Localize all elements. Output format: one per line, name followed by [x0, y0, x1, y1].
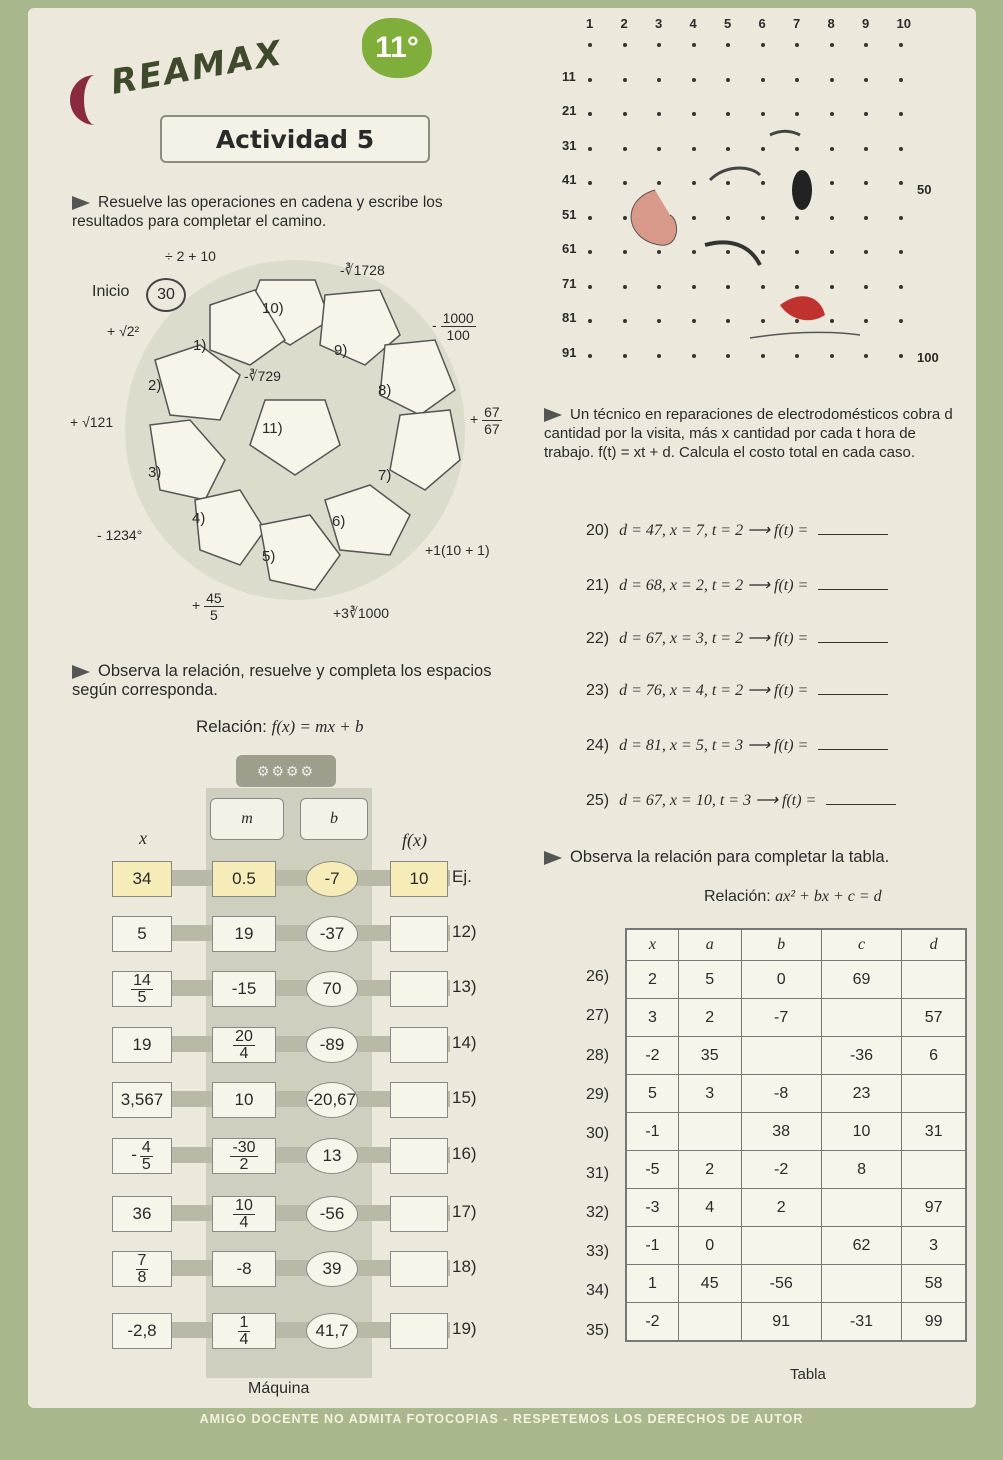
- table-cell: -2: [626, 1303, 678, 1342]
- grid-dot: [657, 112, 661, 116]
- grid-top-number: 1: [586, 16, 594, 31]
- table-row-label: 32): [586, 1203, 610, 1221]
- op-sqrt2sq: + √2²: [107, 323, 140, 339]
- grid-dot: [795, 43, 799, 47]
- reamax-logo: [70, 30, 300, 120]
- op-plus3cuberoot1000: +3∛1000: [333, 605, 390, 621]
- grid-dot: [864, 354, 868, 358]
- cost-problem: [586, 790, 896, 810]
- table-cell: 2: [678, 1151, 741, 1189]
- row-label: 15): [452, 1088, 477, 1107]
- grid-dot: [588, 319, 592, 323]
- grid-dot: [726, 354, 730, 358]
- pentagon-label-2: 2): [148, 377, 162, 394]
- grid-dot: [657, 354, 661, 358]
- table-cell: -36: [821, 1037, 901, 1075]
- cost-problem: [586, 680, 888, 700]
- x-header: x: [139, 828, 147, 848]
- table-answer-cell[interactable]: [902, 961, 966, 999]
- grid-top-number: 5: [724, 16, 732, 31]
- table-row-label: 31): [586, 1164, 610, 1182]
- cost-problem: [586, 520, 888, 540]
- activity-title: Actividad 5: [160, 115, 430, 163]
- table-cell: -31: [821, 1303, 901, 1342]
- row-label: 13): [452, 977, 477, 996]
- table-relation: Relación: ax² + bx + c = d: [704, 888, 882, 905]
- table-header: a: [678, 929, 741, 961]
- grid-dot: [726, 112, 730, 116]
- bullet-arrow-icon: [72, 665, 90, 679]
- op-cuberoot729: -∛729: [244, 368, 281, 384]
- grid-dot: [761, 43, 765, 47]
- grid-dot: [692, 112, 696, 116]
- table-cell: 23: [821, 1075, 901, 1113]
- b-cell: -7: [306, 861, 358, 897]
- table-row-label: 35): [586, 1321, 610, 1339]
- fraction: $\frac{14}{5}$: [133, 971, 151, 1006]
- table-row-label: 26): [586, 968, 610, 985]
- fx-answer-box[interactable]: [390, 1251, 448, 1287]
- pentagon-label-8: 8): [378, 382, 392, 399]
- grid-label-100: 100: [917, 350, 939, 365]
- problem-label: 21): [586, 577, 610, 594]
- table-answer-cell[interactable]: [741, 1037, 821, 1075]
- problem-label: 25): [586, 792, 610, 809]
- bullet-arrow-icon: [72, 196, 90, 210]
- problem-label: 20): [586, 522, 610, 539]
- grid-dot: [692, 43, 696, 47]
- table-answer-cell[interactable]: [821, 999, 901, 1037]
- m-cell: 19: [212, 916, 276, 952]
- grid-top-number: 2: [620, 16, 628, 31]
- table-row-label: 29): [586, 1085, 610, 1103]
- table-cell: -7: [741, 999, 821, 1037]
- b-header-box: b: [300, 798, 368, 840]
- grid-left-number: 51: [562, 206, 577, 222]
- fraction: $\frac{1}{4}$: [239, 1313, 249, 1348]
- table-answer-cell[interactable]: [821, 1189, 901, 1227]
- pentagon-label-6: 6): [332, 513, 346, 530]
- op-minus1234: - 1234°: [97, 527, 143, 543]
- grid-top-number: 10: [896, 16, 911, 31]
- cost-instruction: Un técnico en reparaciones de electrodomésticos cobra d cantidad por la visita, más x cantidad por cada t hora de trabajo. f(t) = xt + d. Calcula el costo total en cada caso.: [544, 406, 953, 461]
- grid-dot: [588, 250, 592, 254]
- pentagon-instruction: Resuelve las operaciones en cadena y escribe los resultados para completar el camino.: [72, 194, 443, 230]
- grid-top-number: 9: [862, 16, 870, 31]
- grid-dot: [623, 112, 627, 116]
- table-cell: -2: [626, 1037, 678, 1075]
- fx-answer-box[interactable]: [390, 1138, 448, 1174]
- table-cell: 58: [902, 1265, 966, 1303]
- problem-label: 24): [586, 737, 610, 754]
- b-cell: -37: [306, 916, 358, 952]
- table-cell: 0: [741, 961, 821, 999]
- grid-dot: [830, 112, 834, 116]
- grid-left-number: 71: [562, 275, 577, 291]
- table-cell: 69: [821, 961, 901, 999]
- grid-left-number: 21: [562, 103, 577, 118]
- table-cell: 62: [821, 1227, 901, 1265]
- op-cuberoot1728: -∛1728: [340, 262, 385, 278]
- table-cell: -1: [626, 1227, 678, 1265]
- fx-answer-box[interactable]: [390, 971, 448, 1007]
- grid-dot: [588, 43, 592, 47]
- fx-answer-box[interactable]: [390, 1313, 448, 1349]
- pentagon-label-10: 10): [262, 300, 284, 317]
- fx-answer-box[interactable]: [390, 916, 448, 952]
- x-cell: 3,567: [112, 1082, 172, 1118]
- pentagon-label-9: 9): [334, 342, 348, 359]
- b-cell: 41,7: [306, 1313, 358, 1349]
- table-row: [626, 961, 966, 999]
- op-plus-sqrt121: + √121: [70, 414, 114, 430]
- grid-left-number: 81: [562, 310, 577, 325]
- row-label: 18): [452, 1257, 477, 1276]
- m-cell: [212, 1027, 276, 1063]
- grid-dot: [588, 112, 592, 116]
- table-header: b: [741, 929, 821, 961]
- table-cell: 6: [902, 1037, 966, 1075]
- b-cell: 13: [306, 1138, 358, 1174]
- table-cell: 3: [678, 1075, 741, 1113]
- problem-text: d = 47, x = 7, t = 2 ⟶ f(t) =: [619, 522, 809, 539]
- pentagon-label-3: 3): [148, 464, 162, 481]
- x-cell: 36: [112, 1196, 172, 1232]
- table-answer-cell[interactable]: [678, 1113, 741, 1151]
- table-cell: 8: [821, 1151, 901, 1189]
- table-row: [626, 1151, 966, 1189]
- table-cell: -1: [626, 1113, 678, 1151]
- table-header: d: [902, 929, 966, 961]
- table-cell: 45: [678, 1265, 741, 1303]
- grid-dot: [864, 112, 868, 116]
- b-cell: -89: [306, 1027, 358, 1063]
- grid-dot: [899, 78, 903, 82]
- grid-dot: [588, 78, 592, 82]
- problem-text: d = 67, x = 10, t = 3 ⟶ f(t) =: [619, 792, 817, 809]
- row-label: 19): [452, 1319, 477, 1338]
- grid-dot: [761, 112, 765, 116]
- fx-answer-box[interactable]: [390, 1196, 448, 1232]
- table-cell: 57: [902, 999, 966, 1037]
- table-cell: 2: [741, 1189, 821, 1227]
- table-row-label: 28): [586, 1046, 610, 1064]
- grid-top-number: 3: [655, 16, 663, 31]
- x-cell: 34: [112, 861, 172, 897]
- problem-text: d = 67, x = 3, t = 2 ⟶ f(t) =: [619, 630, 809, 647]
- answer-blank[interactable]: [818, 642, 888, 643]
- table-cell: 0: [678, 1227, 741, 1265]
- bullet-arrow-icon: [544, 851, 562, 865]
- grid-dot: [726, 78, 730, 82]
- grid-dot: [588, 285, 592, 289]
- gears-icon: ⚙⚙⚙⚙: [236, 755, 336, 787]
- grid-dot: [830, 78, 834, 82]
- cost-problem: [586, 628, 888, 648]
- grid-dot: [726, 43, 730, 47]
- table-header: c: [821, 929, 901, 961]
- table-row: [626, 1113, 966, 1151]
- op-frac45: + $\frac{45}{5}$: [192, 590, 222, 623]
- grade-badge: 11°: [362, 18, 432, 78]
- m-cell: [212, 1313, 276, 1349]
- grid-top-number: 8: [827, 16, 835, 31]
- x-cell: 19: [112, 1027, 172, 1063]
- problem-label: 23): [586, 682, 610, 699]
- table-row: [626, 1227, 966, 1265]
- x-cell: 5: [112, 916, 172, 952]
- table-cell: 38: [741, 1113, 821, 1151]
- table-cell: 97: [902, 1189, 966, 1227]
- machine-relation: Relación: f(x) = mx + b: [196, 717, 364, 736]
- quadratic-table: [625, 928, 967, 1342]
- fraction: $\frac{-30}{2}$: [232, 1138, 256, 1173]
- problem-text: d = 76, x = 4, t = 2 ⟶ f(t) =: [619, 682, 809, 699]
- answer-blank[interactable]: [826, 804, 896, 805]
- grid-left-number: 31: [562, 137, 577, 153]
- grid-dot: [588, 216, 592, 220]
- grid-dot: [864, 78, 868, 82]
- pentagon-label-1: 1): [193, 337, 207, 354]
- m-cell: -15: [212, 971, 276, 1007]
- fx-header: f(x): [402, 830, 427, 850]
- b-cell: -20,67: [306, 1082, 358, 1118]
- table-cell: -5: [626, 1151, 678, 1189]
- grid-dot: [795, 354, 799, 358]
- b-cell: 39: [306, 1251, 358, 1287]
- grid-label-50: 50: [917, 182, 932, 197]
- answer-blank[interactable]: [818, 589, 888, 590]
- table-row: [626, 1189, 966, 1227]
- table-cell: 2: [678, 999, 741, 1037]
- grid-dot: [830, 354, 834, 358]
- table-answer-cell[interactable]: [902, 1151, 966, 1189]
- logo-text: REAMAX: [107, 33, 287, 103]
- grid-top-number: 4: [689, 16, 697, 31]
- b-cell: 70: [306, 971, 358, 1007]
- table-cell: 91: [741, 1303, 821, 1342]
- table-cell: -3: [626, 1189, 678, 1227]
- table-row-label: 30): [586, 1125, 610, 1143]
- answer-blank[interactable]: [818, 749, 888, 750]
- op-frac1000: - $\frac{1000}{100}$: [432, 310, 474, 343]
- row-label: 14): [452, 1033, 477, 1052]
- table-cell: 1: [626, 1265, 678, 1303]
- problem-text: d = 68, x = 2, t = 2 ⟶ f(t) =: [619, 577, 809, 594]
- x-cell: -2,8: [112, 1313, 172, 1349]
- table-answer-cell[interactable]: [678, 1303, 741, 1342]
- table-cell: -2: [741, 1151, 821, 1189]
- bullet-arrow-icon: [544, 408, 562, 422]
- row-label: 17): [452, 1202, 477, 1221]
- m-cell: [212, 1196, 276, 1232]
- table-cell: 3: [902, 1227, 966, 1265]
- m-header-box: m: [210, 798, 284, 840]
- grid-dot: [761, 354, 765, 358]
- inicio-label: Inicio: [92, 283, 130, 300]
- x-cell: [112, 971, 172, 1007]
- table-cell: 2: [626, 961, 678, 999]
- b-cell: -56: [306, 1196, 358, 1232]
- grid-dot: [692, 354, 696, 358]
- table-instruction: Observa la relación para completar la tabla.: [544, 848, 889, 867]
- pentagon-label-5: 5): [262, 548, 276, 565]
- grid-dot: [657, 78, 661, 82]
- table-row: [626, 1075, 966, 1113]
- x-cell: [112, 1251, 172, 1287]
- table-cell: 10: [821, 1113, 901, 1151]
- table-header: x: [626, 929, 678, 961]
- table-cell: 31: [902, 1113, 966, 1151]
- grid-dot: [588, 181, 592, 185]
- op-plus1-10-1: +1(10 + 1): [425, 542, 490, 558]
- grid-left-number: 11: [562, 68, 576, 84]
- grid-dot: [761, 78, 765, 82]
- table-answer-cell[interactable]: [821, 1265, 901, 1303]
- table-row-label: 33): [586, 1243, 610, 1261]
- row-label: 16): [452, 1144, 477, 1163]
- m-cell: 10: [212, 1082, 276, 1118]
- x-cell: [112, 1138, 172, 1174]
- fraction: - $\frac{4}{5}$: [131, 1138, 151, 1173]
- machine-label: Máquina: [248, 1380, 310, 1397]
- grid-dot: [795, 78, 799, 82]
- table-cell: 3: [626, 999, 678, 1037]
- pentagon-label-11: 11): [262, 420, 283, 437]
- table-cell: 5: [678, 961, 741, 999]
- table-cell: 5: [626, 1075, 678, 1113]
- grid-dot: [623, 354, 627, 358]
- table-cell: -56: [741, 1265, 821, 1303]
- grid-left-number: 91: [562, 344, 577, 360]
- answer-blank[interactable]: [818, 534, 888, 535]
- copyright-footer: AMIGO DOCENTE NO ADMITA FOTOCOPIAS - RESPETEMOS LOS DERECHOS DE AUTOR: [199, 1412, 804, 1426]
- machine-instruction: Observa la relación, resuelve y completa los espacios según corresponda.: [72, 662, 492, 699]
- problem-text: d = 81, x = 5, t = 3 ⟶ f(t) =: [619, 737, 809, 754]
- problem-label: 22): [586, 630, 610, 647]
- grid-dot: [623, 43, 627, 47]
- grid-dot: [899, 354, 903, 358]
- op-frac67: + $\frac{67}{67}$: [470, 404, 500, 437]
- m-cell: [212, 1138, 276, 1174]
- fraction: $\frac{20}{4}$: [235, 1027, 253, 1062]
- pentagon-label-4: 4): [192, 510, 206, 527]
- m-cell: -8: [212, 1251, 276, 1287]
- fraction-sign: -: [131, 1145, 137, 1165]
- table-row-label: 34): [586, 1282, 610, 1300]
- grid-left-number: 61: [562, 241, 577, 256]
- table-cell: 4: [678, 1189, 741, 1227]
- table-row: [626, 1265, 966, 1303]
- fx-answer-box: 10: [390, 861, 448, 897]
- table-answer-cell[interactable]: [902, 1075, 966, 1113]
- grid-dot: [795, 112, 799, 116]
- grid-dot: [899, 112, 903, 116]
- face-drawing: [600, 120, 960, 350]
- grid-top-number: 7: [793, 16, 801, 31]
- fraction: $\frac{7}{8}$: [137, 1251, 147, 1286]
- pentagon-label-7: 7): [378, 467, 392, 484]
- cost-problem: [586, 575, 888, 595]
- grid-dot: [588, 354, 592, 358]
- fx-answer-box[interactable]: [390, 1027, 448, 1063]
- table-answer-cell[interactable]: [741, 1227, 821, 1265]
- table-row: [626, 999, 966, 1037]
- table-cell: 99: [902, 1303, 966, 1342]
- table-row-label: 27): [586, 1007, 610, 1025]
- grid-dot: [864, 43, 868, 47]
- table-cell: 35: [678, 1037, 741, 1075]
- answer-blank[interactable]: [818, 694, 888, 695]
- table-cell: -8: [741, 1075, 821, 1113]
- table-row: [626, 1037, 966, 1075]
- grid-dot: [623, 78, 627, 82]
- cost-problem: [586, 735, 888, 755]
- row-label: 12): [452, 922, 477, 941]
- op-div2plus10: ÷ 2 + 10: [165, 248, 216, 264]
- table-caption: Tabla: [790, 1366, 826, 1383]
- grid-dot: [692, 78, 696, 82]
- grid-dot: [657, 43, 661, 47]
- row-label: Ej.: [452, 867, 472, 886]
- m-cell: 0.5: [212, 861, 276, 897]
- grid-left-number: 41: [562, 172, 577, 187]
- grid-dot: [830, 43, 834, 47]
- grid-dot: [588, 147, 592, 151]
- table-row: [626, 1303, 966, 1342]
- grid-dot: [899, 43, 903, 47]
- start-value: 30: [146, 278, 186, 312]
- fraction: $\frac{10}{4}$: [235, 1196, 253, 1231]
- grid-top-number: 6: [758, 16, 766, 31]
- fx-answer-box[interactable]: [390, 1082, 448, 1118]
